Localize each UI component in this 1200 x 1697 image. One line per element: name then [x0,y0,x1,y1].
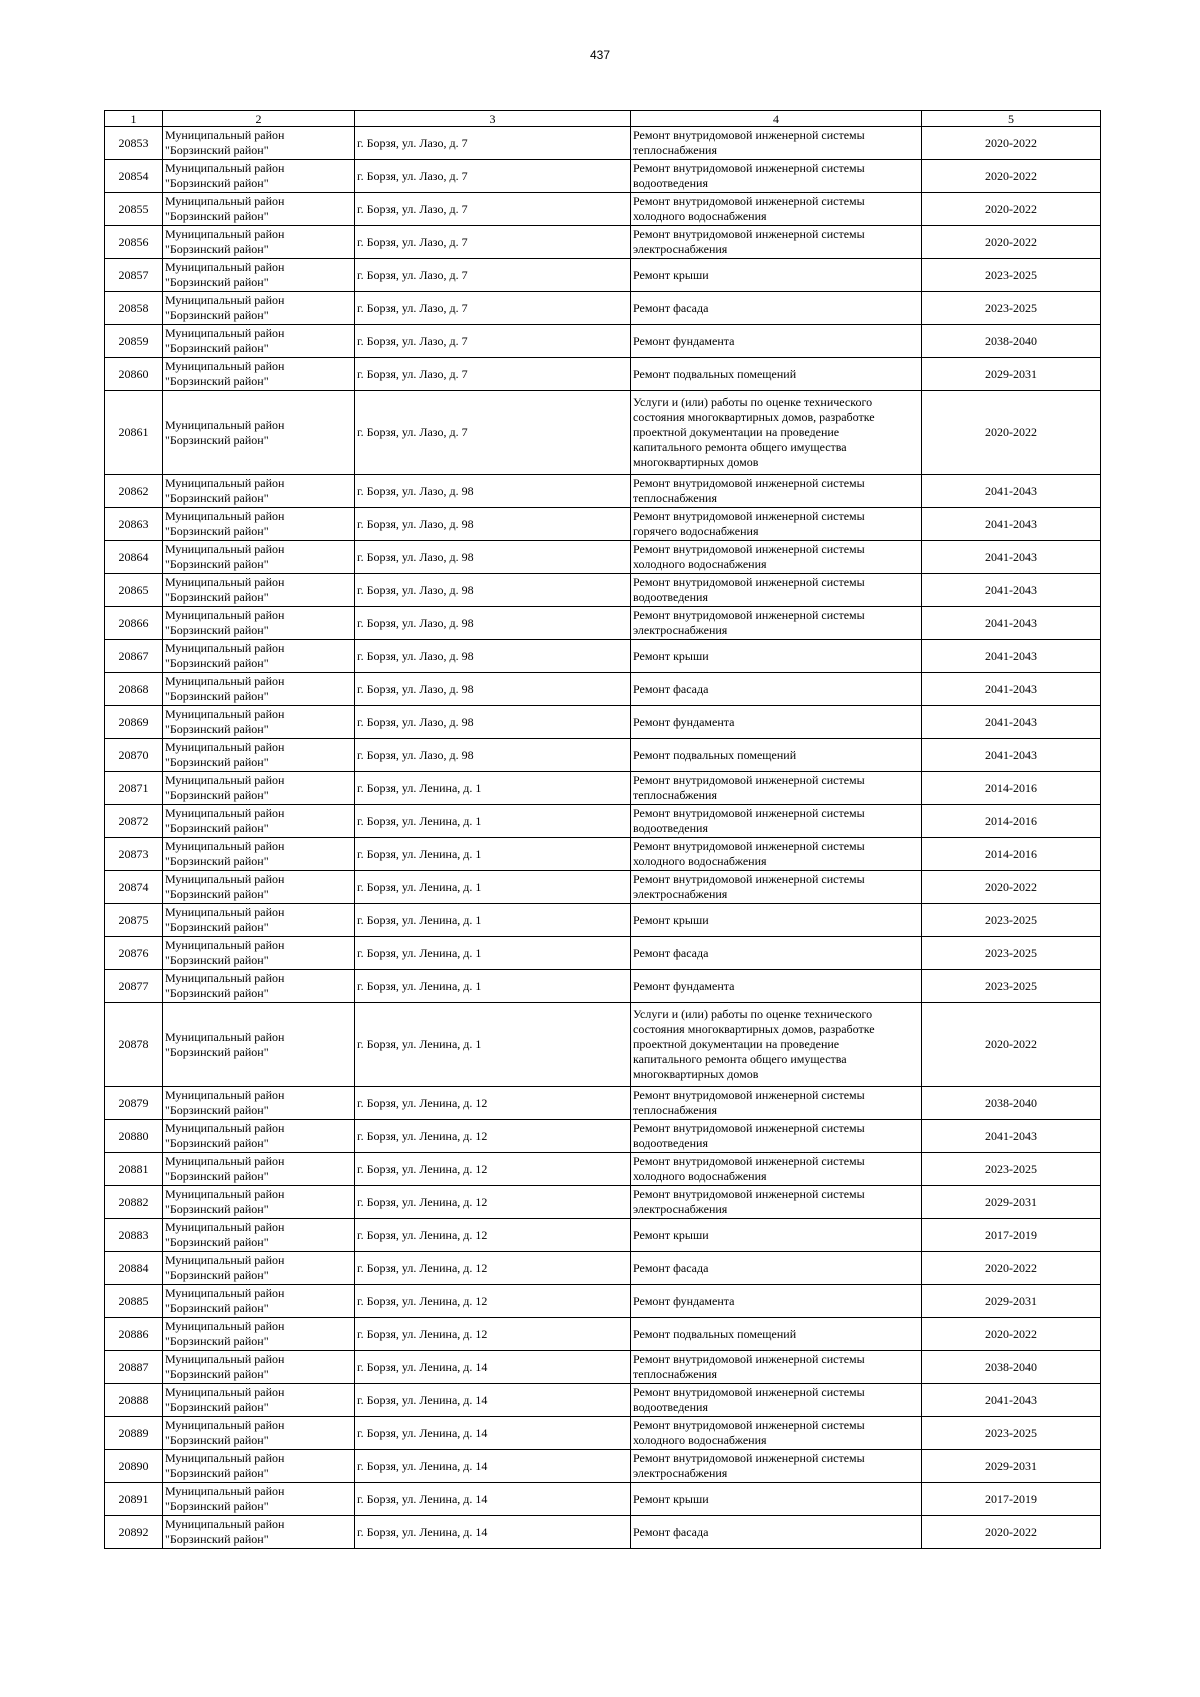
table-row [105,838,1101,871]
address-cell: г. Борзя, ул. Лазо, д. 7 [355,127,631,160]
table-row [105,706,1101,739]
work-type-cell: Ремонт фасада [631,1516,922,1549]
address-cell: г. Борзя, ул. Ленина, д. 1 [355,871,631,904]
work-type-cell: Ремонт внутридомовой инженерной системы электроснабжения [631,871,922,904]
table-row [105,772,1101,805]
work-type-cell: Ремонт внутридомовой инженерной системы теплоснабжения [631,1351,922,1384]
row-number: 20853 [105,127,163,160]
period-cell: 2014-2016 [922,772,1101,805]
municipality-cell: Муниципальный район "Борзинский район" [163,1516,355,1549]
table-row [105,292,1101,325]
row-number: 20867 [105,640,163,673]
period-cell: 2041-2043 [922,1120,1101,1153]
row-number: 20878 [105,1003,163,1087]
table-row [105,1087,1101,1120]
municipality-cell: Муниципальный район "Борзинский район" [163,772,355,805]
row-number: 20879 [105,1087,163,1120]
municipality-cell: Муниципальный район "Борзинский район" [163,1120,355,1153]
work-type-cell: Ремонт фундамента [631,970,922,1003]
column-number: 4 [631,111,922,127]
municipality-cell: Муниципальный район "Борзинский район" [163,358,355,391]
period-cell: 2041-2043 [922,607,1101,640]
municipality-cell: Муниципальный район "Борзинский район" [163,970,355,1003]
table-row [105,640,1101,673]
row-number: 20891 [105,1483,163,1516]
table-row [105,325,1101,358]
municipality-cell: Муниципальный район "Борзинский район" [163,1483,355,1516]
address-cell: г. Борзя, ул. Ленина, д. 12 [355,1186,631,1219]
municipality-cell: Муниципальный район "Борзинский район" [163,1285,355,1318]
work-type-cell: Ремонт внутридомовой инженерной системы холодного водоснабжения [631,1417,922,1450]
row-number: 20861 [105,391,163,475]
column-number: 3 [355,111,631,127]
address-cell: г. Борзя, ул. Ленина, д. 12 [355,1318,631,1351]
row-number: 20885 [105,1285,163,1318]
row-number: 20873 [105,838,163,871]
table-row [105,1252,1101,1285]
municipality-cell: Муниципальный район "Борзинский район" [163,1153,355,1186]
table-row [105,1285,1101,1318]
row-number: 20859 [105,325,163,358]
address-cell: г. Борзя, ул. Лазо, д. 98 [355,706,631,739]
work-type-cell: Ремонт фундамента [631,1285,922,1318]
work-type-cell: Ремонт внутридомовой инженерной системы теплоснабжения [631,127,922,160]
address-cell: г. Борзя, ул. Лазо, д. 98 [355,640,631,673]
municipality-cell: Муниципальный район "Борзинский район" [163,1252,355,1285]
address-cell: г. Борзя, ул. Лазо, д. 7 [355,358,631,391]
period-cell: 2020-2022 [922,193,1101,226]
period-cell: 2023-2025 [922,937,1101,970]
work-type-cell: Ремонт фасада [631,1252,922,1285]
municipality-cell: Муниципальный район "Борзинский район" [163,226,355,259]
row-number: 20880 [105,1120,163,1153]
period-cell: 2029-2031 [922,1450,1101,1483]
address-cell: г. Борзя, ул. Лазо, д. 98 [355,475,631,508]
table-row [105,475,1101,508]
period-cell: 2014-2016 [922,805,1101,838]
table-row [105,391,1101,475]
row-number: 20875 [105,904,163,937]
address-cell: г. Борзя, ул. Лазо, д. 7 [355,259,631,292]
address-cell: г. Борзя, ул. Ленина, д. 1 [355,1003,631,1087]
row-number: 20857 [105,259,163,292]
table-row [105,1516,1101,1549]
table-row [105,1186,1101,1219]
work-type-cell: Ремонт крыши [631,904,922,937]
work-type-cell: Ремонт внутридомовой инженерной системы водоотведения [631,574,922,607]
municipality-cell: Муниципальный район "Борзинский район" [163,673,355,706]
work-type-cell: Ремонт внутридомовой инженерной системы электроснабжения [631,1186,922,1219]
period-cell: 2041-2043 [922,706,1101,739]
municipality-cell: Муниципальный район "Борзинский район" [163,640,355,673]
municipality-cell: Муниципальный район "Борзинский район" [163,706,355,739]
work-type-cell: Ремонт внутридомовой инженерной системы холодного водоснабжения [631,838,922,871]
address-cell: г. Борзя, ул. Лазо, д. 7 [355,391,631,475]
work-type-cell: Ремонт крыши [631,640,922,673]
period-cell: 2041-2043 [922,739,1101,772]
period-cell: 2020-2022 [922,160,1101,193]
municipality-cell: Муниципальный район "Борзинский район" [163,391,355,475]
work-type-cell: Ремонт фундамента [631,325,922,358]
municipality-cell: Муниципальный район "Борзинский район" [163,607,355,640]
address-cell: г. Борзя, ул. Лазо, д. 7 [355,325,631,358]
work-type-cell: Ремонт внутридомовой инженерной системы холодного водоснабжения [631,1153,922,1186]
period-cell: 2029-2031 [922,1186,1101,1219]
row-number: 20871 [105,772,163,805]
municipality-cell: Муниципальный район "Борзинский район" [163,259,355,292]
municipality-cell: Муниципальный район "Борзинский район" [163,871,355,904]
row-number: 20864 [105,541,163,574]
address-cell: г. Борзя, ул. Лазо, д. 98 [355,607,631,640]
work-type-cell: Ремонт фасада [631,292,922,325]
table-row [105,259,1101,292]
municipality-cell: Муниципальный район "Борзинский район" [163,1219,355,1252]
table-row [105,970,1101,1003]
period-cell: 2020-2022 [922,871,1101,904]
address-cell: г. Борзя, ул. Лазо, д. 7 [355,160,631,193]
work-type-cell: Ремонт внутридомовой инженерной системы водоотведения [631,805,922,838]
municipality-cell: Муниципальный район "Борзинский район" [163,292,355,325]
work-type-cell: Ремонт фасада [631,673,922,706]
table-row [105,508,1101,541]
row-number: 20881 [105,1153,163,1186]
address-cell: г. Борзя, ул. Лазо, д. 98 [355,508,631,541]
work-type-cell: Ремонт крыши [631,259,922,292]
address-cell: г. Борзя, ул. Ленина, д. 1 [355,937,631,970]
table-row [105,574,1101,607]
period-cell: 2038-2040 [922,325,1101,358]
row-number: 20865 [105,574,163,607]
address-cell: г. Борзя, ул. Ленина, д. 1 [355,772,631,805]
address-cell: г. Борзя, ул. Ленина, д. 1 [355,838,631,871]
row-number: 20886 [105,1318,163,1351]
municipality-cell: Муниципальный район "Борзинский район" [163,838,355,871]
address-cell: г. Борзя, ул. Лазо, д. 7 [355,292,631,325]
municipality-cell: Муниципальный район "Борзинский район" [163,325,355,358]
municipality-cell: Муниципальный район "Борзинский район" [163,1417,355,1450]
work-type-cell: Ремонт внутридомовой инженерной системы теплоснабжения [631,1087,922,1120]
period-cell: 2017-2019 [922,1483,1101,1516]
table-row [105,1219,1101,1252]
period-cell: 2041-2043 [922,541,1101,574]
row-number: 20889 [105,1417,163,1450]
work-type-cell: Ремонт внутридомовой инженерной системы холодного водоснабжения [631,541,922,574]
work-type-cell: Услуги и (или) работы по оценке технического состояния многоквартирных домов, разработке проектной документации на проведение капитального ремонта общего имущества многоквартирных домов [631,391,922,475]
table-row [105,1450,1101,1483]
work-type-cell: Ремонт подвальных помещений [631,1318,922,1351]
period-cell: 2023-2025 [922,904,1101,937]
municipality-cell: Муниципальный район "Борзинский район" [163,1450,355,1483]
municipality-cell: Муниципальный район "Борзинский район" [163,805,355,838]
work-type-cell: Ремонт фасада [631,937,922,970]
table-row [105,193,1101,226]
period-cell: 2020-2022 [922,226,1101,259]
row-number: 20884 [105,1252,163,1285]
address-cell: г. Борзя, ул. Лазо, д. 98 [355,574,631,607]
row-number: 20868 [105,673,163,706]
row-number: 20872 [105,805,163,838]
table-body [105,111,1101,1549]
table-row [105,805,1101,838]
row-number: 20874 [105,871,163,904]
period-cell: 2023-2025 [922,1153,1101,1186]
municipality-cell: Муниципальный район "Борзинский район" [163,193,355,226]
table-row [105,160,1101,193]
address-cell: г. Борзя, ул. Ленина, д. 14 [355,1483,631,1516]
table-row [105,1318,1101,1351]
period-cell: 2041-2043 [922,475,1101,508]
table-row [105,937,1101,970]
period-cell: 2038-2040 [922,1351,1101,1384]
row-number: 20862 [105,475,163,508]
row-number: 20876 [105,937,163,970]
table-row [105,1120,1101,1153]
row-number: 20883 [105,1219,163,1252]
address-cell: г. Борзя, ул. Ленина, д. 12 [355,1087,631,1120]
work-type-cell: Ремонт внутридомовой инженерной системы электроснабжения [631,226,922,259]
period-cell: 2029-2031 [922,1285,1101,1318]
work-type-cell: Ремонт внутридомовой инженерной системы электроснабжения [631,1450,922,1483]
period-cell: 2038-2040 [922,1087,1101,1120]
address-cell: г. Борзя, ул. Ленина, д. 12 [355,1219,631,1252]
municipality-cell: Муниципальный район "Борзинский район" [163,1351,355,1384]
period-cell: 2041-2043 [922,640,1101,673]
table-row [105,871,1101,904]
period-cell: 2041-2043 [922,508,1101,541]
period-cell: 2020-2022 [922,127,1101,160]
municipality-cell: Муниципальный район "Борзинский район" [163,160,355,193]
row-number: 20860 [105,358,163,391]
address-cell: г. Борзя, ул. Ленина, д. 14 [355,1450,631,1483]
row-number: 20888 [105,1384,163,1417]
address-cell: г. Борзя, ул. Ленина, д. 14 [355,1417,631,1450]
municipality-cell: Муниципальный район "Борзинский район" [163,475,355,508]
municipality-cell: Муниципальный район "Борзинский район" [163,508,355,541]
page-number: 437 [589,48,611,62]
table-row [105,739,1101,772]
work-type-cell: Ремонт внутридомовой инженерной системы водоотведения [631,160,922,193]
work-type-cell: Ремонт фундамента [631,706,922,739]
table-row [105,607,1101,640]
period-cell: 2023-2025 [922,970,1101,1003]
address-cell: г. Борзя, ул. Лазо, д. 7 [355,193,631,226]
address-cell: г. Борзя, ул. Ленина, д. 14 [355,1384,631,1417]
municipality-cell: Муниципальный район "Борзинский район" [163,1318,355,1351]
period-cell: 2029-2031 [922,358,1101,391]
table-row [105,904,1101,937]
period-cell: 2020-2022 [922,1252,1101,1285]
column-number: 5 [922,111,1101,127]
work-type-cell: Ремонт внутридомовой инженерной системы водоотведения [631,1384,922,1417]
repair-schedule-table [104,110,1101,1549]
address-cell: г. Борзя, ул. Ленина, д. 12 [355,1153,631,1186]
municipality-cell: Муниципальный район "Борзинский район" [163,1003,355,1087]
row-number: 20869 [105,706,163,739]
municipality-cell: Муниципальный район "Борзинский район" [163,574,355,607]
table-row [105,226,1101,259]
address-cell: г. Борзя, ул. Ленина, д. 14 [355,1351,631,1384]
table-row [105,1003,1101,1087]
work-type-cell: Ремонт внутридомовой инженерной системы теплоснабжения [631,772,922,805]
address-cell: г. Борзя, ул. Ленина, д. 1 [355,805,631,838]
work-type-cell: Ремонт внутридомовой инженерной системы горячего водоснабжения [631,508,922,541]
period-cell: 2023-2025 [922,1417,1101,1450]
period-cell: 2023-2025 [922,259,1101,292]
table-row [105,541,1101,574]
row-number: 20855 [105,193,163,226]
municipality-cell: Муниципальный район "Борзинский район" [163,541,355,574]
column-number: 2 [163,111,355,127]
work-type-cell: Услуги и (или) работы по оценке технического состояния многоквартирных домов, разработке проектной документации на проведение капитального ремонта общего имущества многоквартирных домов [631,1003,922,1087]
row-number: 20866 [105,607,163,640]
municipality-cell: Муниципальный район "Борзинский район" [163,1087,355,1120]
address-cell: г. Борзя, ул. Ленина, д. 12 [355,1120,631,1153]
table-row [105,1483,1101,1516]
row-number: 20854 [105,160,163,193]
address-cell: г. Борзя, ул. Лазо, д. 98 [355,673,631,706]
municipality-cell: Муниципальный район "Борзинский район" [163,904,355,937]
table-row [105,1351,1101,1384]
row-number: 20892 [105,1516,163,1549]
table-row [105,358,1101,391]
table-row [105,1153,1101,1186]
municipality-cell: Муниципальный район "Борзинский район" [163,937,355,970]
municipality-cell: Муниципальный район "Борзинский район" [163,1186,355,1219]
address-cell: г. Борзя, ул. Ленина, д. 12 [355,1252,631,1285]
period-cell: 2014-2016 [922,838,1101,871]
period-cell: 2041-2043 [922,574,1101,607]
address-cell: г. Борзя, ул. Ленина, д. 1 [355,904,631,937]
row-number: 20870 [105,739,163,772]
period-cell: 2041-2043 [922,1384,1101,1417]
row-number: 20887 [105,1351,163,1384]
work-type-cell: Ремонт внутридомовой инженерной системы электроснабжения [631,607,922,640]
municipality-cell: Муниципальный район "Борзинский район" [163,1384,355,1417]
table-row [105,127,1101,160]
column-number: 1 [105,111,163,127]
table-row [105,1417,1101,1450]
work-type-cell: Ремонт внутридомовой инженерной системы холодного водоснабжения [631,193,922,226]
row-number: 20856 [105,226,163,259]
municipality-cell: Муниципальный район "Борзинский район" [163,127,355,160]
work-type-cell: Ремонт крыши [631,1483,922,1516]
period-cell: 2041-2043 [922,673,1101,706]
address-cell: г. Борзя, ул. Лазо, д. 98 [355,739,631,772]
period-cell: 2020-2022 [922,391,1101,475]
work-type-cell: Ремонт внутридомовой инженерной системы водоотведения [631,1120,922,1153]
row-number: 20863 [105,508,163,541]
address-cell: г. Борзя, ул. Лазо, д. 98 [355,541,631,574]
row-number: 20882 [105,1186,163,1219]
column-number-row [105,111,1101,127]
row-number: 20877 [105,970,163,1003]
period-cell: 2020-2022 [922,1003,1101,1087]
period-cell: 2020-2022 [922,1516,1101,1549]
address-cell: г. Борзя, ул. Лазо, д. 7 [355,226,631,259]
work-type-cell: Ремонт подвальных помещений [631,358,922,391]
row-number: 20890 [105,1450,163,1483]
work-type-cell: Ремонт крыши [631,1219,922,1252]
row-number: 20858 [105,292,163,325]
municipality-cell: Муниципальный район "Борзинский район" [163,739,355,772]
period-cell: 2020-2022 [922,1318,1101,1351]
address-cell: г. Борзя, ул. Ленина, д. 14 [355,1516,631,1549]
address-cell: г. Борзя, ул. Ленина, д. 12 [355,1285,631,1318]
table-row [105,673,1101,706]
period-cell: 2017-2019 [922,1219,1101,1252]
work-type-cell: Ремонт внутридомовой инженерной системы теплоснабжения [631,475,922,508]
table-row [105,1384,1101,1417]
period-cell: 2023-2025 [922,292,1101,325]
address-cell: г. Борзя, ул. Ленина, д. 1 [355,970,631,1003]
work-type-cell: Ремонт подвальных помещений [631,739,922,772]
